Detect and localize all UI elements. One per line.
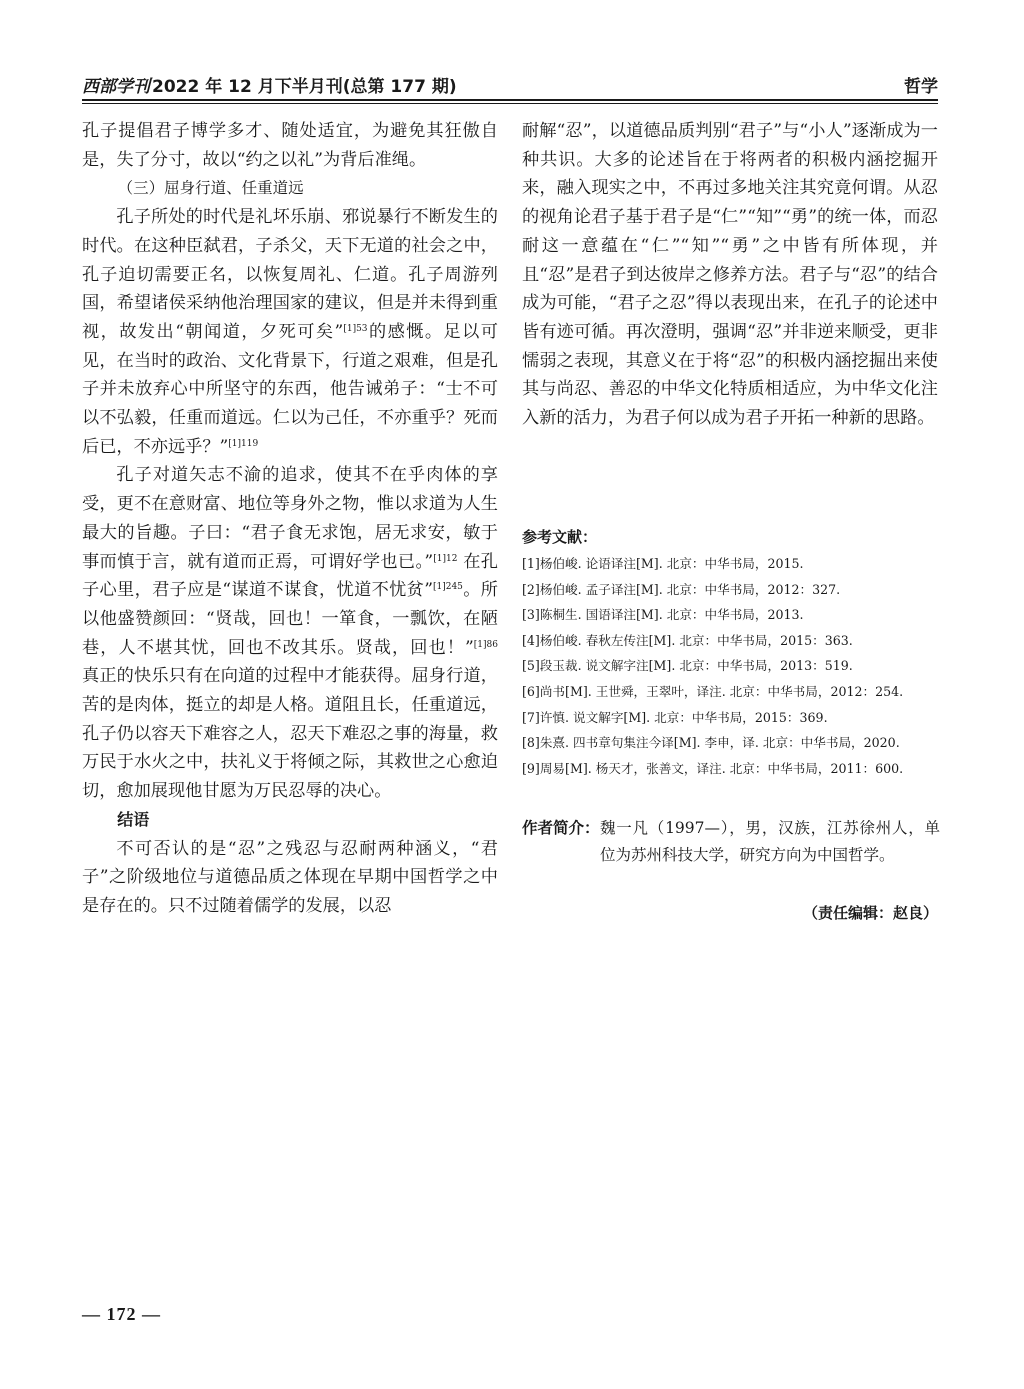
reference-item: [7]许慎. 说文解字[M]. 北京：中华书局，2015：369. (522, 709, 828, 725)
paragraph: 不可否认的是“忍”之残忍与忍耐两种涵义，“君子”之阶级地位与道德品质之体现在早期中国哲学之中是存在的。只不过随着儒学的发展，以忍 (82, 838, 498, 916)
section-label: 哲学 (904, 77, 938, 97)
conclusion-heading: 结语 (117, 809, 150, 829)
header-rule (82, 99, 938, 101)
references-list (522, 551, 942, 781)
citation: [1]53 (343, 323, 368, 334)
paragraph: 孔子提倡君子博学多才、随处适宜，为避免其狂傲自是，失了分寸，故以“约之以礼”为背后准绳。 (82, 121, 498, 170)
right-column (522, 117, 938, 433)
citation: [1]12 (433, 553, 458, 564)
reference-item: [2]杨伯峻. 孟子译注[M]. 北京：中华书局，2012：327. (522, 581, 841, 597)
citation: [1]86 (473, 639, 498, 650)
paragraph (82, 203, 498, 461)
paragraph-text: 的感慨。足以可见，在当时的政治、文化背景下，行道之艰难，但是孔子并未放弃心中所坚守的东西，他告诫弟子：“士不可以不弘毅，任重而道远。仁以为己任，不亦重乎？死而后已，不亦远乎？” (82, 321, 498, 457)
reference-item: [3]陈桐生. 国语译注[M]. 北京：中华书局，2013. (522, 607, 804, 623)
paragraph: 耐解“忍”，以道德品质判别“君子”与“小人”逐渐成为一种共识。大多的论述旨在于将两者的积极内涵挖掘开来，融入现实之中，不再过多地关注其究竟何谓。从忍的视角论君子基于君子是“仁”“知”“勇”的统一体，而忍耐这一意蕴在“仁”“知”“勇”之中皆有所体现，并且“忍”是君子到达彼岸之修养方法。君子与“忍”的结合成为可能，“君子之忍”得以表现出来，在孔子的论述中皆有迹可循。再次澄明，强调“忍”并非逆来顺受，更非懦弱之表现，其意义在于将“忍”的积极内涵挖掘出来使其与尚忍、善忍的中华文化特质相适应，为中华文化注入新的活力，为君子何以成为君子开拓一种新的思路。 (522, 121, 938, 429)
header-rule-thin (82, 103, 938, 104)
references-title: 参考文献： (522, 528, 598, 546)
author-text: 魏一凡（1997—），男，汉族，江苏徐州人，单位为苏州科技大学，研究方向为中国哲学。 (600, 819, 940, 864)
author-bio (522, 815, 940, 869)
reference-item: [5]段玉裁. 说文解字注[M]. 北京：中华书局，2013：519. (522, 658, 853, 674)
reference-item: [9]周易[M]. 杨天才，张善文，译注. 北京：中华书局，2011：600. (522, 760, 904, 776)
author-label: 作者简介： (522, 819, 600, 837)
journal-logo: 西部学刊 (82, 77, 150, 97)
issue-info: 2022 年 12 月下半月刊(总第 177 期) (152, 77, 457, 97)
paragraph-text: 真正的快乐只有在向道的过程中才能获得。屈身行道，苦的是肉体，挺立的却是人格。道阻且长，任重道远，孔子仍以容天下难容之人，忍天下难忍之事的海量，救万民于水火之中，扶礼义于将倾之际，其救世之心愈迫切，愈加展现他甘愿为万民忍辱的决心。 (82, 666, 498, 802)
reference-item: [1]杨伯峻. 论语译注[M]. 北京：中华书局，2015. (522, 556, 804, 571)
paragraph-text: 。所以他盛赞颜回：“贤哉，回也！一箪食，一瓢饮，在陋巷，人不堪其忧，回也不改其乐。贤哉，回也！” (82, 580, 498, 658)
paragraph (82, 461, 498, 805)
reference-item: [6]尚书[M]. 王世舜，王翠叶，译注. 北京：中华书局，2012：254. (522, 683, 904, 699)
left-column (82, 117, 498, 921)
citation: [1]119 (228, 438, 259, 449)
reference-item: [4]杨伯峻. 春秋左传注[M]. 北京：中华书局，2015：363. (522, 632, 853, 648)
reference-item: [8]朱熹. 四书章句集注今译[M]. 李申，译. 北京：中华书局，2020. (522, 735, 900, 751)
citation: [1]245 (432, 582, 463, 593)
paragraph-text: 在孔子心里，君子应是“谋道不谋食，忧道不忧贫” (82, 551, 498, 601)
paragraph-text: 孔子对道矢志不渝的追求，使其不在乎肉体的享受，更不在意财富、地位等身外之物，惟以求道为人生最大的旨趣。子曰：“君子食无求饱，居无求安，敏于事而慎于言，就有道而正焉，可谓好学也已。” (82, 465, 498, 572)
editor-note: （责任编辑：赵良） (802, 904, 938, 922)
section-subheading: （三）屈身行道、任重道远 (117, 179, 304, 198)
journal-issue (82, 72, 457, 97)
page-number: — 172 — (82, 1304, 161, 1324)
running-header (82, 70, 938, 98)
paragraph-text: 孔子所处的时代是礼坏乐崩、邪说暴行不断发生的时代。在这种臣弑君，子杀父，天下无道的社会之中，孔子迫切需要正名，以恢复周礼、仁道。孔子周游列国，希望诸侯采纳他治理国家的建议，但是并未得到重视，故发出“朝闻道，夕死可矣” (82, 207, 498, 342)
